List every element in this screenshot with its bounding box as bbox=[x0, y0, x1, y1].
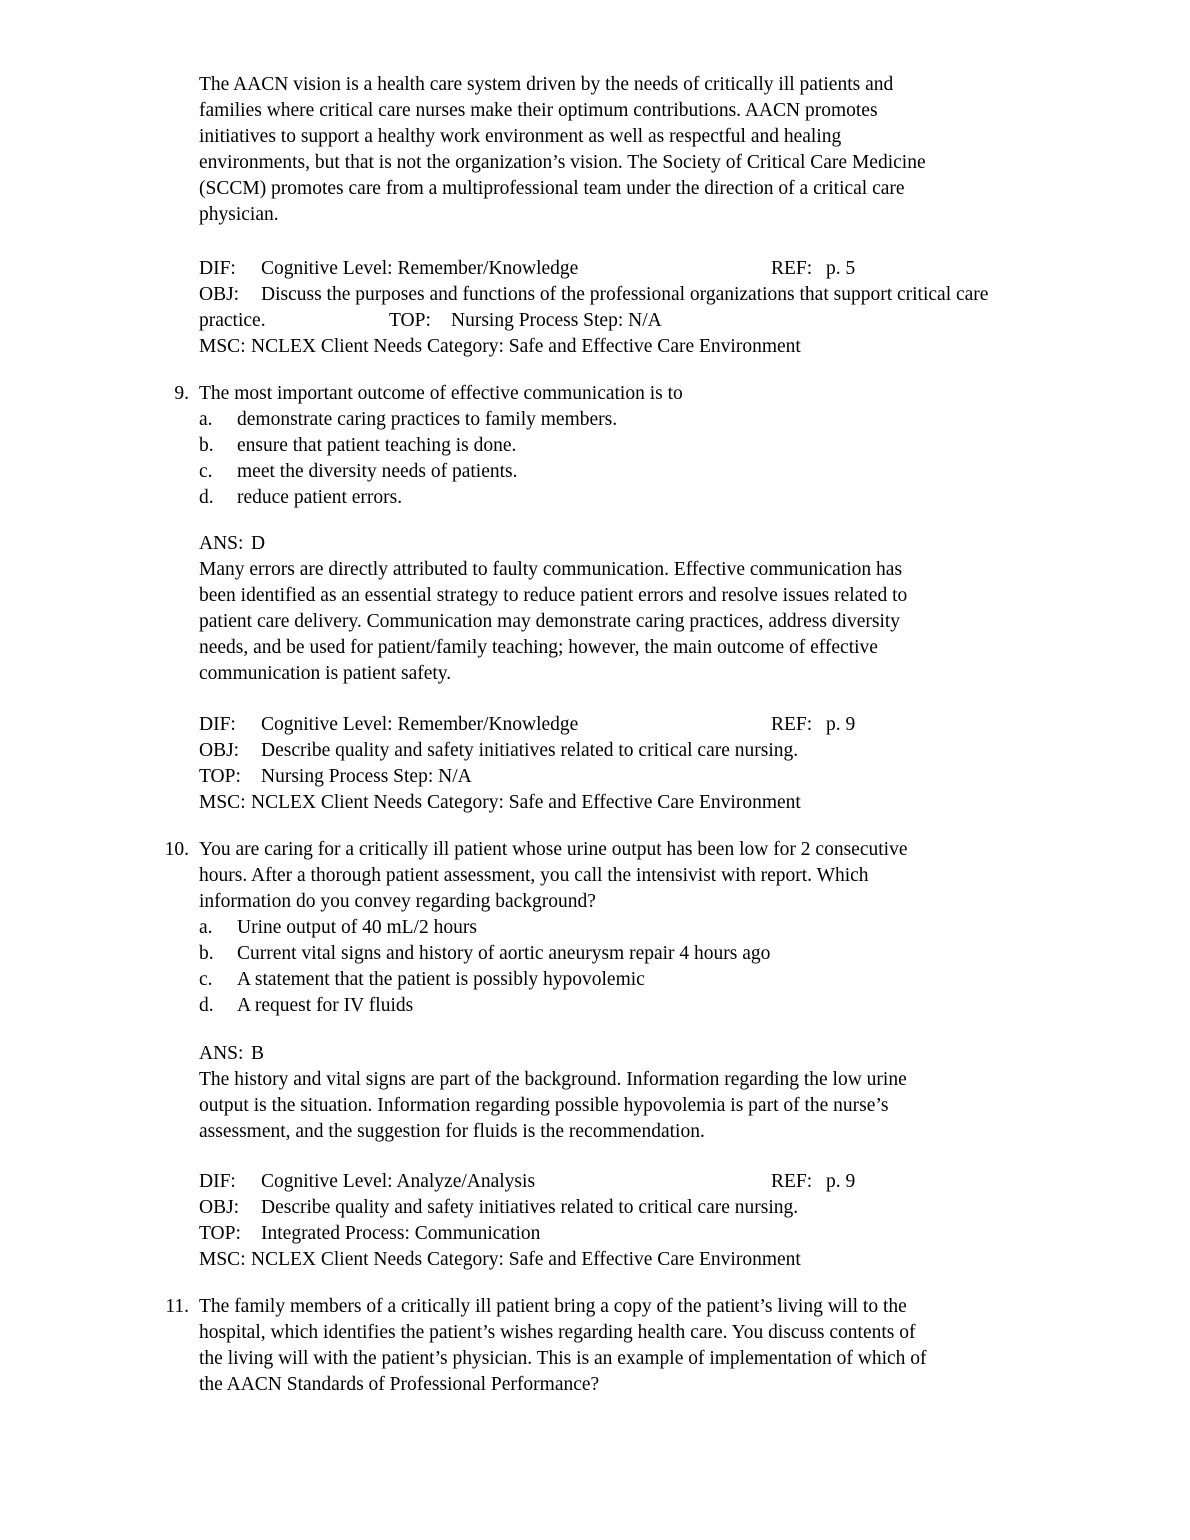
msc-value: NCLEX Client Needs Category: Safe and Effective Care Environment bbox=[251, 336, 801, 357]
ref-group bbox=[771, 256, 855, 282]
rationale-line: Many errors are directly attributed to faulty communication. Effective communication has bbox=[199, 559, 903, 580]
option-text: A request for IV fluids bbox=[237, 995, 414, 1016]
option-letter: d. bbox=[199, 995, 214, 1016]
ref-label: REF: bbox=[771, 258, 813, 279]
question-text: the AACN Standards of Professional Performance? bbox=[199, 1374, 600, 1395]
msc-label: MSC: bbox=[199, 336, 246, 357]
question-stem: The family members of a critically ill patient bring a copy of the patient’s living will to the bbox=[199, 1296, 907, 1317]
ref-label: REF: bbox=[771, 1171, 813, 1192]
top-row bbox=[199, 1221, 1130, 1247]
msc-label: MSC: bbox=[199, 792, 246, 813]
option-row bbox=[199, 459, 1130, 485]
question-stem: The most important outcome of effective communication is to bbox=[199, 383, 683, 404]
option-text: ensure that patient teaching is done. bbox=[237, 435, 517, 456]
option-text: reduce patient errors. bbox=[237, 487, 403, 508]
msc-value: NCLEX Client Needs Category: Safe and Effective Care Environment bbox=[251, 792, 801, 813]
obj-row bbox=[199, 738, 1130, 764]
option-letter: b. bbox=[199, 943, 214, 964]
ans-label: ANS: bbox=[199, 533, 244, 554]
top-value: Nursing Process Step: N/A bbox=[451, 310, 662, 331]
dif-value: Cognitive Level: Remember/Knowledge bbox=[261, 714, 579, 735]
question-number: 9. bbox=[174, 383, 189, 404]
obj-continuation-top-row bbox=[199, 308, 1130, 334]
dif-value: Cognitive Level: Analyze/Analysis bbox=[261, 1171, 536, 1192]
rationale-line: families where critical care nurses make their optimum contributions. AACN promotes bbox=[199, 100, 878, 121]
option-row bbox=[199, 433, 1130, 459]
option-text: A statement that the patient is possibly hypovolemic bbox=[237, 969, 645, 990]
meta-block-q8 bbox=[199, 256, 1130, 360]
option-letter: b. bbox=[199, 435, 214, 456]
ref-group bbox=[771, 712, 855, 738]
ans-label: ANS: bbox=[199, 1043, 244, 1064]
option-row bbox=[199, 941, 1130, 967]
rationale-line: patient care delivery. Communication may demonstrate caring practices, address diversity bbox=[199, 611, 901, 632]
option-row bbox=[199, 993, 1130, 1019]
msc-value: NCLEX Client Needs Category: Safe and Effective Care Environment bbox=[251, 1249, 801, 1270]
msc-row bbox=[199, 334, 1130, 360]
rationale-line: been identified as an essential strategy to reduce patient errors and resolve issues related to bbox=[199, 585, 908, 606]
question-10 bbox=[164, 837, 1130, 1019]
obj-value: Describe quality and safety initiatives related to critical care nursing. bbox=[261, 1197, 799, 1218]
rationale-line: (SCCM) promotes care from a multiprofessional team under the direction of a critical care bbox=[199, 178, 905, 199]
option-row bbox=[199, 407, 1130, 433]
obj-label: OBJ: bbox=[199, 740, 240, 761]
dif-ref-row bbox=[199, 1169, 1130, 1195]
answer-block-q10 bbox=[199, 1041, 1130, 1145]
option-letter: c. bbox=[199, 969, 213, 990]
ans-row bbox=[199, 531, 1130, 557]
dif-ref-row bbox=[199, 712, 1130, 738]
option-letter: c. bbox=[199, 461, 213, 482]
dif-label: DIF: bbox=[199, 258, 236, 279]
dif-label: DIF: bbox=[199, 714, 236, 735]
obj-continuation: practice. bbox=[199, 310, 266, 331]
option-text: demonstrate caring practices to family members. bbox=[237, 409, 618, 430]
question-text: hours. After a thorough patient assessment, you call the intensivist with report. Which bbox=[199, 865, 869, 886]
top-value: Nursing Process Step: N/A bbox=[261, 766, 472, 787]
question-11 bbox=[165, 1294, 1130, 1398]
ref-value: p. 9 bbox=[826, 714, 856, 735]
top-group bbox=[389, 308, 662, 334]
obj-row bbox=[199, 282, 1130, 308]
question-number: 11. bbox=[165, 1296, 189, 1317]
ref-group bbox=[771, 1169, 855, 1195]
rationale-line: initiatives to support a healthy work environment as well as respectful and healing bbox=[199, 126, 842, 147]
option-row bbox=[199, 967, 1130, 993]
question-text: information do you convey regarding background? bbox=[199, 891, 596, 912]
question-stem: You are caring for a critically ill patient whose urine output has been low for 2 consecutive bbox=[199, 839, 908, 860]
ans-value: B bbox=[251, 1043, 265, 1064]
top-label: TOP: bbox=[389, 310, 431, 331]
option-letter: d. bbox=[199, 487, 214, 508]
rationale-line: needs, and be used for patient/family teaching; however, the main outcome of effective bbox=[199, 637, 878, 658]
option-text: Urine output of 40 mL/2 hours bbox=[237, 917, 477, 938]
obj-value: Discuss the purposes and functions of the professional organizations that support critical care bbox=[261, 284, 989, 305]
rationale-line: environments, but that is not the organization’s vision. The Society of Critical Care Medicine bbox=[199, 152, 926, 173]
ref-value: p. 5 bbox=[826, 258, 856, 279]
dif-ref-row bbox=[199, 256, 1130, 282]
top-value: Integrated Process: Communication bbox=[261, 1223, 541, 1244]
rationale-line: output is the situation. Information regarding possible hypovolemia is part of the nurse’s bbox=[199, 1095, 889, 1116]
ans-row bbox=[199, 1041, 1130, 1067]
meta-block-q10 bbox=[199, 1169, 1130, 1273]
top-row bbox=[199, 764, 1130, 790]
answer-block-q9 bbox=[199, 531, 1130, 687]
question-text bbox=[164, 837, 1130, 863]
question-text bbox=[174, 381, 1130, 407]
option-row bbox=[199, 915, 1130, 941]
rationale-line: communication is patient safety. bbox=[199, 663, 452, 684]
msc-row bbox=[199, 1247, 1130, 1273]
rationale-line: The AACN vision is a health care system driven by the needs of critically ill patients and bbox=[199, 74, 894, 95]
option-row bbox=[199, 485, 1130, 511]
question-text bbox=[165, 1294, 1130, 1320]
msc-label: MSC: bbox=[199, 1249, 246, 1270]
ans-value: D bbox=[251, 533, 266, 554]
question-text: hospital, which identifies the patient’s wishes regarding health care. You discuss contents of bbox=[199, 1322, 916, 1343]
option-text: meet the diversity needs of patients. bbox=[237, 461, 518, 482]
option-text: Current vital signs and history of aortic aneurysm repair 4 hours ago bbox=[237, 943, 771, 964]
msc-row bbox=[199, 790, 1130, 816]
option-letter: a. bbox=[199, 409, 213, 430]
rationale-line: The history and vital signs are part of the background. Information regarding the low urine bbox=[199, 1069, 907, 1090]
question-9 bbox=[174, 381, 1130, 511]
answer8-rationale bbox=[199, 72, 1130, 228]
ref-value: p. 9 bbox=[826, 1171, 856, 1192]
obj-row bbox=[199, 1195, 1130, 1221]
dif-value: Cognitive Level: Remember/Knowledge bbox=[261, 258, 579, 279]
rationale-line: assessment, and the suggestion for fluids is the recommendation. bbox=[199, 1121, 705, 1142]
meta-block-q9 bbox=[199, 712, 1130, 816]
dif-label: DIF: bbox=[199, 1171, 236, 1192]
obj-label: OBJ: bbox=[199, 284, 240, 305]
question-number: 10. bbox=[164, 839, 189, 860]
obj-label: OBJ: bbox=[199, 1197, 240, 1218]
question-text: the living will with the patient’s physician. This is an example of implementation of which of bbox=[199, 1348, 927, 1369]
ref-label: REF: bbox=[771, 714, 813, 735]
option-letter: a. bbox=[199, 917, 213, 938]
top-label: TOP: bbox=[199, 766, 241, 787]
rationale-line: physician. bbox=[199, 204, 279, 225]
top-label: TOP: bbox=[199, 1223, 241, 1244]
obj-value: Describe quality and safety initiatives related to critical care nursing. bbox=[261, 740, 799, 761]
